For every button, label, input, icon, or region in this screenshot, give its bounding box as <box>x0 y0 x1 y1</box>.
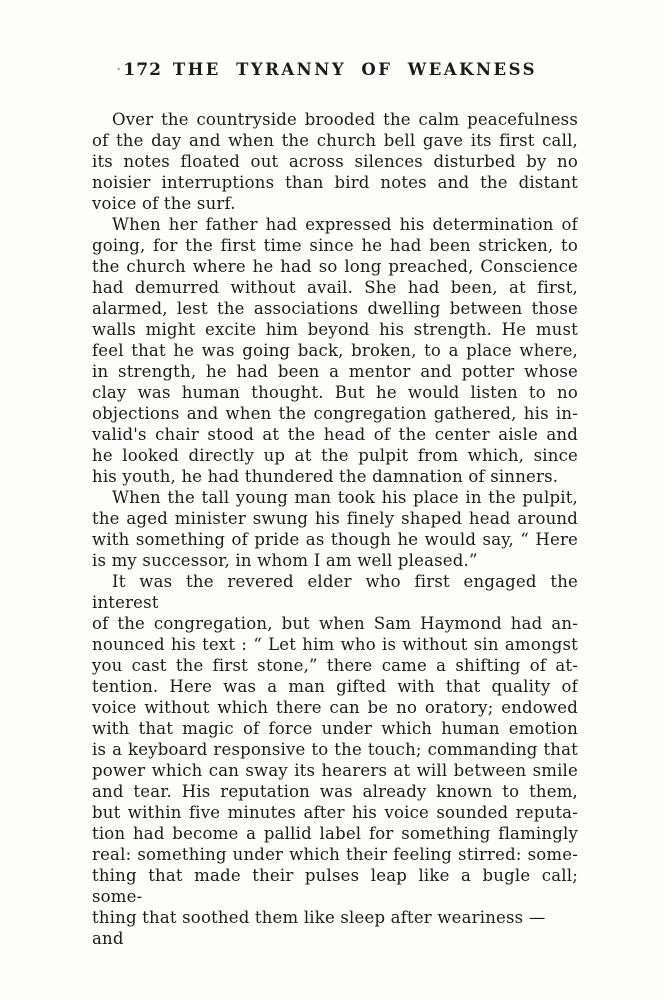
text-line: and tear. His reputation was already known to them, <box>92 782 578 801</box>
text-line: It was the revered elder who first engaged the interest <box>92 572 578 612</box>
page-header <box>92 60 578 84</box>
paragraph-2 <box>92 214 578 487</box>
text-line: When her father had expressed his determination of <box>112 215 578 234</box>
text-line: noisier interruptions than bird notes and the distant <box>92 173 578 192</box>
paragraph-3 <box>92 487 578 571</box>
paragraph-4 <box>92 571 578 949</box>
text-line: the church where he had so long preached, Conscience <box>92 257 578 276</box>
running-title: THE TYRANNY OF WEAKNESS <box>172 60 538 79</box>
text-line: he looked directly up at the pulpit from which, since <box>92 446 578 465</box>
text-line: clay was human thought. But he would listen to no <box>92 383 578 402</box>
text-line: objections and when the congregation gathered, his in- <box>92 404 578 423</box>
text-line: thing that made their pulses leap like a bugle call; some- <box>92 866 578 906</box>
text-line: Over the countryside brooded the calm peacefulness <box>112 110 578 129</box>
text-line: tention. Here was a man gifted with that quality of <box>92 677 578 696</box>
text-line: is my successor, in whom I am well pleased.” <box>92 551 478 570</box>
text-line: but within five minutes after his voice sounded reputa- <box>92 803 578 822</box>
text-line: nounced his text : “ Let him who is without sin amongst <box>92 635 578 654</box>
text-line: in strength, he had been a mentor and potter whose <box>92 362 578 381</box>
text-line: alarmed, lest the associations dwelling between those <box>92 299 578 318</box>
text-line: his youth, he had thundered the damnation of sinners. <box>92 467 559 486</box>
text-line: the aged minister swung his finely shaped head around <box>92 509 578 528</box>
text-line: walls might excite him beyond his strength. He must <box>92 320 578 339</box>
text-line: power which can sway its hearers at will between smile <box>92 761 578 780</box>
text-line: with something of pride as though he would say, “ Here <box>92 530 578 549</box>
text-line: voice without which there can be no oratory; endowed <box>92 698 578 717</box>
text-line: tion had become a pallid label for something flamingly <box>92 824 578 843</box>
text-line: of the congregation, but when Sam Haymond had an- <box>92 614 578 633</box>
text-line: with that magic of force under which human emotion <box>92 719 578 738</box>
text-line: feel that he was going back, broken, to a place where, <box>92 341 578 360</box>
text-line: voice of the surf. <box>92 194 236 213</box>
text-line: had demurred without avail. She had been, at first, <box>92 278 578 297</box>
page-body <box>92 109 578 949</box>
text-line: its notes floated out across silences disturbed by no <box>92 152 578 171</box>
text-line: thing that soothed them like sleep after weariness — and <box>92 908 546 948</box>
text-line: When the tall young man took his place in the pulpit, <box>112 488 578 507</box>
text-line: is a keyboard responsive to the touch; commanding that <box>92 740 578 759</box>
paragraph-1 <box>92 109 578 214</box>
text-line: going, for the first time since he had been stricken, to <box>92 236 578 255</box>
text-line: you cast the first stone,” there came a shifting of at- <box>92 656 578 675</box>
page-number: · 172 <box>116 60 162 80</box>
text-line: of the day and when the church bell gave its first call, <box>92 131 578 150</box>
text-line: real: something under which their feeling stirred: some- <box>92 845 578 864</box>
text-line: valid's chair stood at the head of the center aisle and <box>92 425 578 444</box>
